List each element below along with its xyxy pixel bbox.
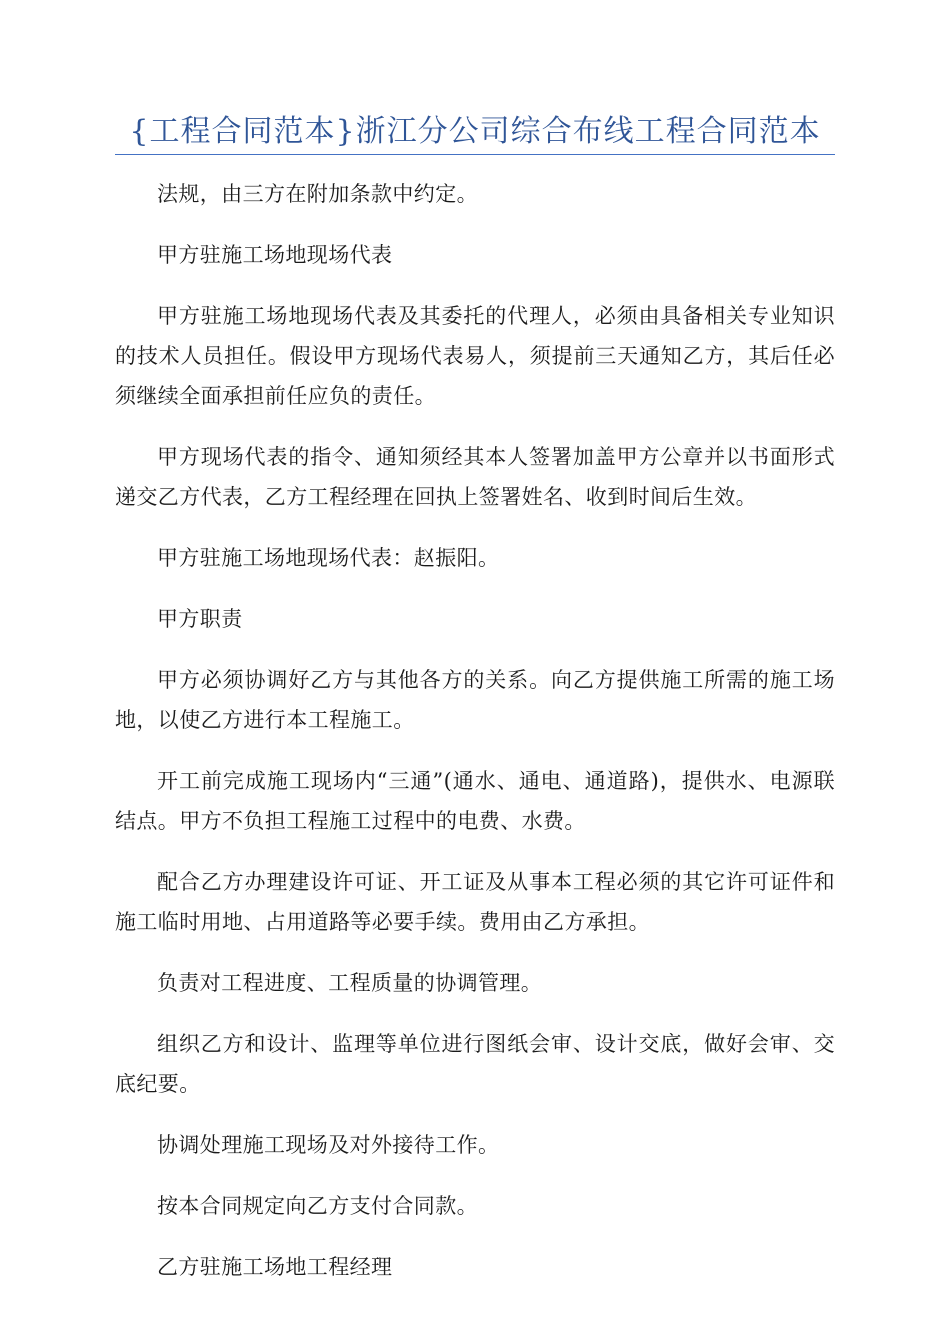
paragraph: 甲方必须协调好乙方与其他各方的关系。向乙方提供施工所需的施工场地，以使乙方进行本工程施工。 (115, 668, 835, 732)
title-underline (115, 154, 835, 155)
paragraph: 甲方驻施工场地现场代表 (157, 243, 393, 267)
paragraph: 甲方现场代表的指令、通知须经其本人签署加盖甲方公章并以书面形式递交乙方代表，乙方工程经理在回执上签署姓名、收到时间后生效。 (115, 445, 835, 509)
paragraph: 协调处理施工现场及对外接待工作。 (157, 1133, 500, 1157)
paragraph: 甲方职责 (157, 607, 243, 631)
paragraph: 乙方驻施工场地工程经理 (157, 1255, 393, 1279)
paragraph: 开工前完成施工现场内“三通”(通水、通电、通道路)，提供水、电源联结点。甲方不负担工程施工过程中的电费、水费。 (115, 769, 835, 833)
paragraph: 组织乙方和设计、监理等单位进行图纸会审、设计交底，做好会审、交底纪要。 (115, 1032, 835, 1096)
paragraph: 法规，由三方在附加条款中约定。 (157, 182, 478, 206)
paragraph: 甲方驻施工场地现场代表：赵振阳。 (157, 546, 500, 570)
document-body (115, 174, 835, 1308)
paragraph: 按本合同规定向乙方支付合同款。 (157, 1194, 478, 1218)
document-title: {工程合同范本}浙江分公司综合布线工程合同范本 (129, 114, 821, 149)
paragraph: 负责对工程进度、工程质量的协调管理。 (157, 971, 543, 995)
paragraph: 配合乙方办理建设许可证、开工证及从事本工程必须的其它许可证件和施工临时用地、占用道路等必要手续。费用由乙方承担。 (115, 870, 835, 934)
paragraph: 甲方驻施工场地现场代表及其委托的代理人，必须由具备相关专业知识的技术人员担任。假设甲方现场代表易人，须提前三天通知乙方，其后任必须继续全面承担前任应负的责任。 (115, 304, 835, 408)
